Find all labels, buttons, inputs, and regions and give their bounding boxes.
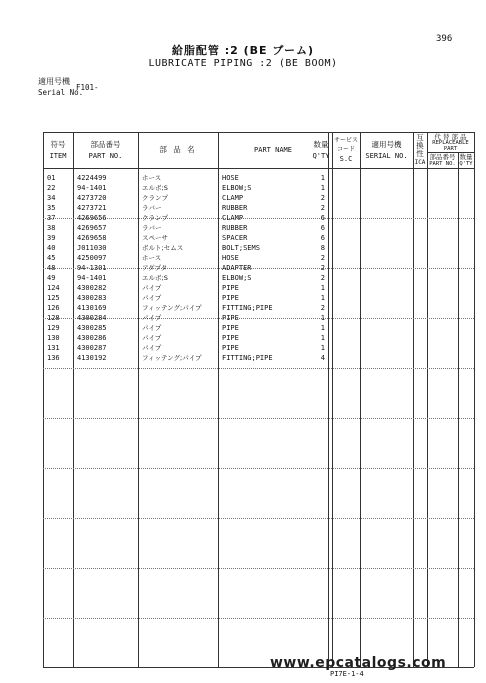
- row-name-jp: アダプタ: [142, 264, 168, 272]
- col-divider-qty: [328, 132, 329, 667]
- row-item: 34: [47, 194, 56, 202]
- row-name-en: BOLT;SEMS: [222, 244, 260, 252]
- row-qty: 1: [320, 174, 325, 182]
- header-repl-en1: REPLACEABLE: [432, 140, 469, 146]
- table-border-right: [474, 132, 475, 667]
- row-name-en: ELBOW;S: [222, 184, 252, 192]
- row-item: 126: [47, 304, 60, 312]
- row-name-jp: パイプ: [142, 294, 162, 302]
- row-qty: 4: [320, 354, 325, 362]
- row-item: 49: [47, 274, 56, 282]
- row-part-no: J011030: [77, 244, 107, 252]
- row-qty: 1: [320, 294, 325, 302]
- table-border-left: [43, 132, 44, 667]
- header-name-en: PART NAME: [254, 146, 292, 154]
- header-repl-en2: PART: [443, 146, 458, 152]
- table-border-top: [43, 132, 474, 133]
- row-name-jp: スペーサ: [142, 234, 168, 242]
- page-title-jp: 給脂配管 :2 (BE ブーム): [171, 44, 315, 57]
- row-qty: 1: [320, 344, 325, 352]
- row-qty: 2: [320, 274, 325, 282]
- row-name-jp: フィッテング;パイプ: [142, 354, 202, 362]
- header-serial-jp: 適用号機: [371, 140, 402, 149]
- serial-label-en: Serial No.: [38, 88, 84, 97]
- col-divider-name-jp: [218, 132, 219, 667]
- row-part-no: 4300284: [77, 314, 107, 322]
- row-name-en: RUBBER: [222, 224, 248, 232]
- header-qty-jp: 数量: [313, 140, 329, 149]
- row-name-jp: フィッテング;パイプ: [142, 304, 202, 312]
- row-name-jp: パイプ: [142, 284, 162, 292]
- row-part-no: 4130192: [77, 354, 107, 362]
- header-ica-en: ICA: [414, 159, 426, 166]
- header-repl-qty-jp: 数量: [459, 153, 473, 161]
- row-part-no: 4300285: [77, 324, 107, 332]
- header-repl-part-en: PART NO.: [429, 161, 456, 167]
- row-qty: 1: [320, 184, 325, 192]
- row-part-no: 4300287: [77, 344, 107, 352]
- header-bottom-line: [43, 168, 474, 169]
- col-divider-item: [73, 132, 74, 667]
- row-part-no: 4300282: [77, 284, 107, 292]
- row-name-en: CLAMP: [222, 214, 244, 222]
- row-name-en: PIPE: [222, 344, 239, 352]
- row-qty: 1: [320, 324, 325, 332]
- serial-value: F101-: [76, 83, 99, 92]
- row-name-en: ADAPTER: [222, 264, 252, 272]
- row-name-jp: エルボ;S: [142, 184, 168, 192]
- row-item: 22: [47, 184, 56, 192]
- row-name-jp: エルボ;S: [142, 274, 168, 282]
- row-qty: 2: [320, 304, 325, 312]
- row-name-jp: パイプ: [142, 334, 162, 342]
- row-item: 35: [47, 204, 56, 212]
- row-part-no: 94-1301: [77, 264, 107, 272]
- row-name-jp: ホース: [142, 174, 162, 182]
- col-divider-partno: [138, 132, 139, 667]
- row-name-en: RUBBER: [222, 204, 248, 212]
- header-repl-qty-en: Q'TY: [459, 161, 473, 167]
- row-part-no: 4300283: [77, 294, 107, 302]
- row-item: 39: [47, 234, 56, 242]
- row-name-en: PIPE: [222, 324, 239, 332]
- row-item: 38: [47, 224, 56, 232]
- row-name-en: PIPE: [222, 284, 239, 292]
- row-name-en: FITTING;PIPE: [222, 304, 273, 312]
- row-part-no: 94-1401: [77, 184, 107, 192]
- row-name-jp: ホース: [142, 254, 162, 262]
- header-repl-part-jp: 部品番号: [429, 153, 456, 161]
- header-partno-jp: 部品番号: [90, 140, 121, 149]
- row-qty: 2: [320, 204, 325, 212]
- row-item: 48: [47, 264, 56, 272]
- row-name-jp: パイプ: [142, 324, 162, 332]
- row-qty: 2: [320, 254, 325, 262]
- row-qty: 1: [320, 314, 325, 322]
- header-repl-jp: 代 替 部 品: [434, 133, 467, 141]
- row-name-en: HOSE: [222, 174, 239, 182]
- row-qty: 1: [320, 284, 325, 292]
- parts-table: [43, 132, 474, 667]
- row-part-no: 4273721: [77, 204, 107, 212]
- row-item: 125: [47, 294, 60, 302]
- footer-code: PI7E-1-4: [330, 670, 364, 678]
- row-name-jp: パイプ: [142, 344, 162, 352]
- row-name-jp: ラバー: [142, 224, 162, 232]
- row-name-en: FITTING;PIPE: [222, 354, 273, 362]
- header-qty-en: Q'TY: [312, 152, 330, 160]
- row-name-en: CLAMP: [222, 194, 244, 202]
- header-ica-jp3: 性: [416, 149, 424, 158]
- header-partno-en: PART NO.: [88, 152, 123, 160]
- header-serial-en: SERIAL NO.: [365, 152, 408, 160]
- col-divider-ica: [413, 132, 414, 667]
- row-name-jp: クランプ: [142, 214, 168, 222]
- row-qty: 6: [320, 214, 325, 222]
- row-part-no: 4250097: [77, 254, 107, 262]
- row-item: 131: [47, 344, 60, 352]
- row-item: 01: [47, 174, 56, 182]
- row-name-en: ELBOW;S: [222, 274, 252, 282]
- col-divider-repl-part: [427, 132, 428, 667]
- serial-label-jp: 適用号機: [38, 77, 70, 86]
- row-item: 130: [47, 334, 60, 342]
- row-part-no: 4269658: [77, 234, 107, 242]
- row-qty: 6: [320, 234, 325, 242]
- row-name-jp: パイプ: [142, 314, 162, 322]
- header-item-jp: 符号: [50, 140, 66, 149]
- row-qty: 8: [320, 244, 325, 252]
- row-item: 128: [47, 314, 60, 322]
- row-name-jp: ラバー: [142, 204, 162, 212]
- row-part-no: 4269657: [77, 224, 107, 232]
- watermark: www.epcatalogs.com: [270, 655, 447, 671]
- header-name-jp: 部 品 名: [159, 145, 197, 154]
- row-name-en: SPACER: [222, 234, 248, 242]
- row-qty: 1: [320, 334, 325, 342]
- header-ica-jp2: 換: [416, 141, 424, 150]
- header-ica-jp1: 互: [416, 133, 424, 142]
- row-part-no: 4269656: [77, 214, 107, 222]
- row-item: 136: [47, 354, 60, 362]
- page-title-en: LUBRICATE PIPING :2 (BE BOOM): [148, 58, 338, 69]
- row-name-en: PIPE: [222, 314, 239, 322]
- row-name-jp: クランプ: [142, 194, 168, 202]
- header-sc-jp1: サービス: [333, 137, 358, 144]
- col-divider-serial: [360, 132, 361, 667]
- row-part-no: 94-1401: [77, 274, 107, 282]
- row-item: 129: [47, 324, 60, 332]
- col-divider-repl-qty: [458, 152, 459, 667]
- row-item: 124: [47, 284, 60, 292]
- row-part-no: 4130169: [77, 304, 107, 312]
- header-item-en: ITEM: [49, 152, 67, 160]
- row-name-en: PIPE: [222, 294, 239, 302]
- row-part-no: 4273720: [77, 194, 107, 202]
- row-qty: 2: [320, 194, 325, 202]
- row-item: 40: [47, 244, 56, 252]
- row-name-jp: ボルト;セムス: [142, 244, 184, 252]
- row-qty: 2: [320, 264, 325, 272]
- page-number: 396: [436, 34, 453, 44]
- row-qty: 6: [320, 224, 325, 232]
- row-item: 45: [47, 254, 56, 262]
- row-name-en: HOSE: [222, 254, 239, 262]
- header-sc-en: S.C: [339, 155, 353, 163]
- row-part-no: 4300286: [77, 334, 107, 342]
- row-name-en: PIPE: [222, 334, 239, 342]
- row-part-no: 4224499: [77, 174, 107, 182]
- header-sc-jp2: コード: [336, 146, 355, 153]
- col-divider-sc: [332, 132, 333, 667]
- row-item: 37: [47, 214, 56, 222]
